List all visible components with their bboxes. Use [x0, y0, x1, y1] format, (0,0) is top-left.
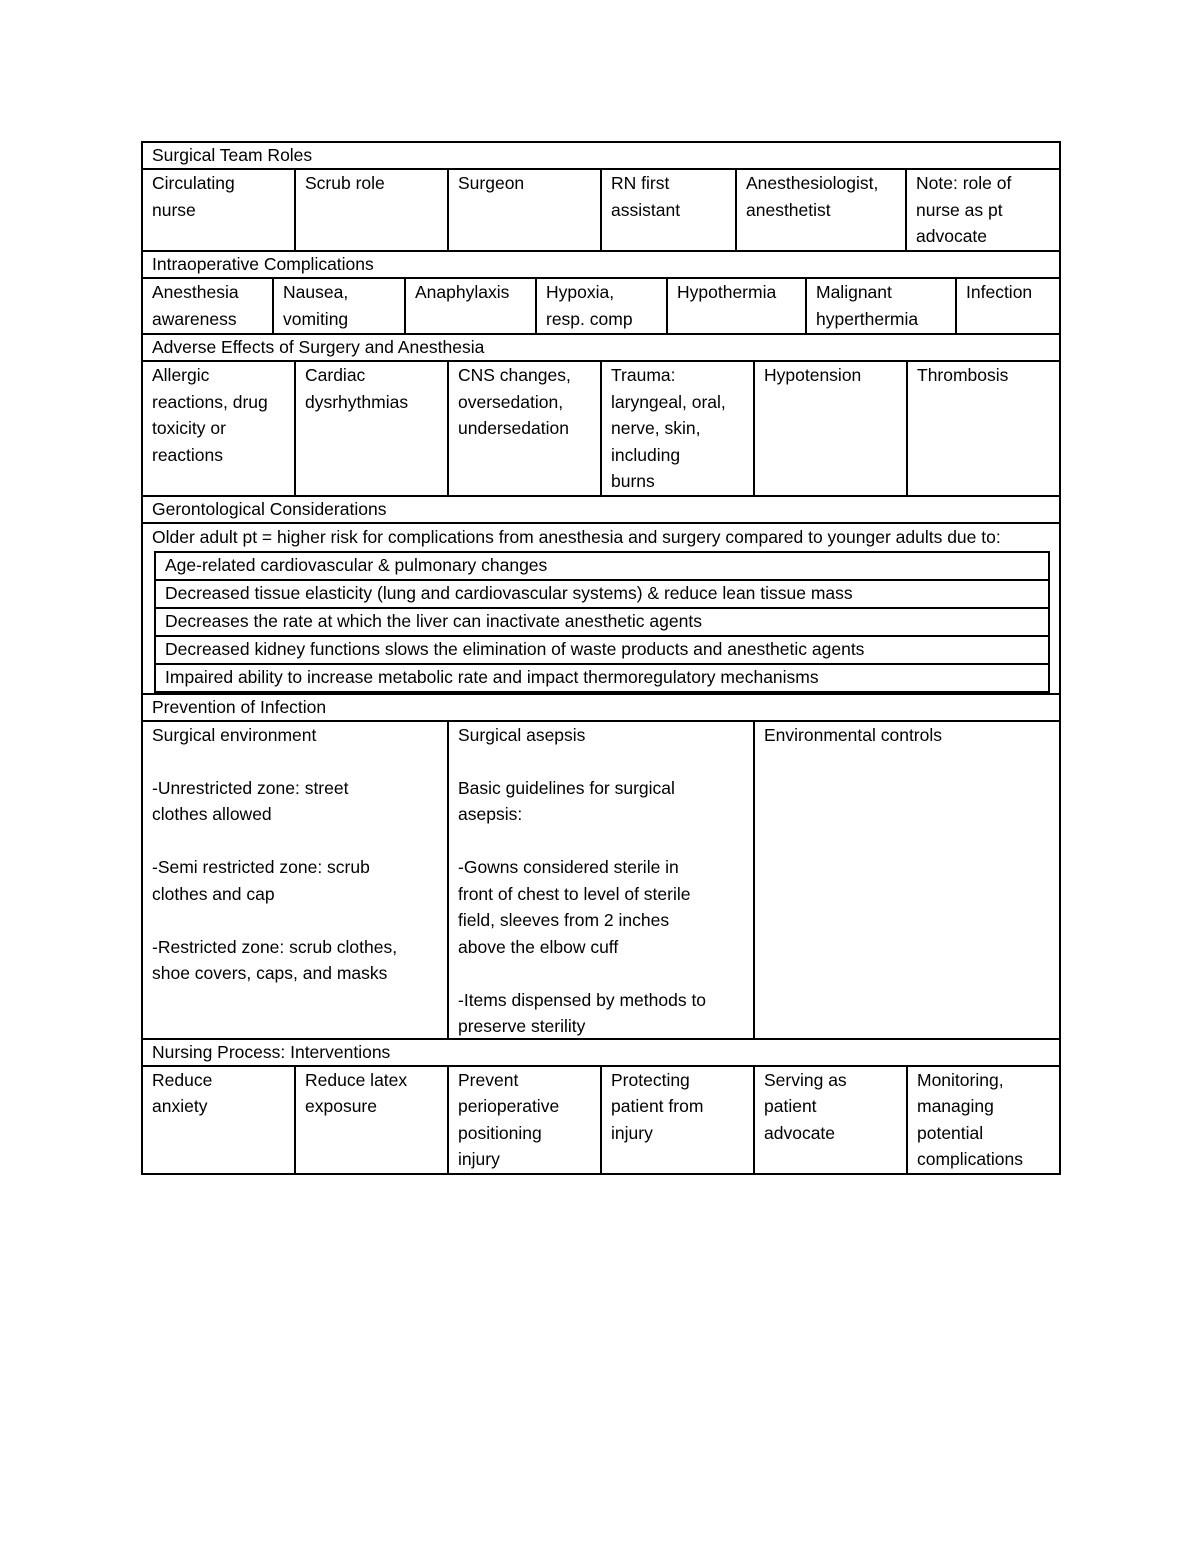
- intervention-cell: Protecting patient from injury: [602, 1067, 755, 1173]
- adverse-cell: Cardiac dysrhythmias: [296, 362, 449, 495]
- prevention-cell: Surgical asepsis Basic guidelines for surgical asepsis: -Gowns considered sterile in front of chest to level of sterile field, sleeves from 2 inches above the elbow cuff -Items dispensed by methods to preserve sterility: [449, 722, 755, 1038]
- section-title: Surgical Team Roles: [143, 143, 1059, 170]
- adverse-cell: Thrombosis: [917, 365, 1009, 385]
- section-complications: [143, 252, 1059, 335]
- roles-row: [143, 170, 1059, 250]
- section-title: Nursing Process: Interventions: [143, 1040, 1059, 1067]
- intervention-cell: Reduce anxiety: [143, 1067, 296, 1173]
- risk-factor: Age-related cardiovascular & pulmonary changes: [156, 553, 1048, 581]
- risk-factor-list: [154, 551, 1050, 693]
- complication-cell: Anesthesia awareness: [143, 279, 274, 333]
- role-cell: Note: role of nurse as pt advocate: [916, 173, 1012, 246]
- notes-table: [141, 141, 1061, 1175]
- section-adverse-effects: [143, 335, 1059, 497]
- section-title: Adverse Effects of Surgery and Anesthesia: [143, 335, 1059, 362]
- adverse-row: [143, 362, 1059, 495]
- section-surgical-team: [143, 143, 1059, 252]
- prevention-cell: Environmental controls: [764, 724, 942, 745]
- complication-cell: Infection: [966, 282, 1033, 302]
- complications-row: [143, 279, 1059, 333]
- gerontological-intro: Older adult pt = higher risk for complications from anesthesia and surgery compared to younger adults due to:: [152, 527, 1001, 547]
- intervention-cell: Prevent perioperative positioning injury: [449, 1067, 602, 1173]
- interventions-row: [143, 1067, 1059, 1173]
- complication-cell: Anaphylaxis: [406, 279, 537, 333]
- section-prevention: [143, 695, 1059, 1040]
- section-title: Gerontological Considerations: [143, 497, 1059, 524]
- risk-factor: Decreased tissue elasticity (lung and cardiovascular systems) & reduce lean tissue mass: [156, 581, 1048, 609]
- adverse-cell: Hypotension: [755, 362, 908, 495]
- risk-factor: Decreased kidney functions slows the elimination of waste products and anesthetic agents: [156, 637, 1048, 665]
- risk-factor: Decreases the rate at which the liver can inactivate anesthetic agents: [156, 609, 1048, 637]
- complication-cell: Nausea, vomiting: [274, 279, 406, 333]
- section-title: Intraoperative Complications: [143, 252, 1059, 279]
- risk-factor: Impaired ability to increase metabolic rate and impact thermoregulatory mechanisms: [165, 666, 819, 687]
- prevention-row: [143, 722, 1059, 1038]
- prevention-cell: Surgical environment -Unrestricted zone: street clothes allowed -Semi restricted zone: scrub clothes and cap -Restricted zone: scrub clothes, shoe covers, caps, and masks: [143, 722, 449, 1038]
- complication-cell: Hypoxia, resp. comp: [537, 279, 668, 333]
- adverse-cell: Trauma: laryngeal, oral, nerve, skin, including burns: [602, 362, 755, 495]
- role-cell: Circulating nurse: [143, 170, 296, 250]
- section-gerontological: [143, 497, 1059, 695]
- complication-cell: Malignant hyperthermia: [807, 279, 957, 333]
- section-title: Prevention of Infection: [143, 695, 1059, 722]
- role-cell: Scrub role: [296, 170, 449, 250]
- intervention-cell: Monitoring, managing potential complications: [917, 1069, 1024, 1169]
- intervention-cell: Reduce latex exposure: [296, 1067, 449, 1173]
- complication-cell: Hypothermia: [668, 279, 807, 333]
- adverse-cell: CNS changes, oversedation, undersedation: [449, 362, 602, 495]
- role-cell: Surgeon: [449, 170, 602, 250]
- role-cell: Anesthesiologist, anesthetist: [737, 170, 907, 250]
- section-interventions: [143, 1040, 1059, 1173]
- intervention-cell: Serving as patient advocate: [755, 1067, 908, 1173]
- adverse-cell: Allergic reactions, drug toxicity or reactions: [143, 362, 296, 495]
- role-cell: RN first assistant: [602, 170, 737, 250]
